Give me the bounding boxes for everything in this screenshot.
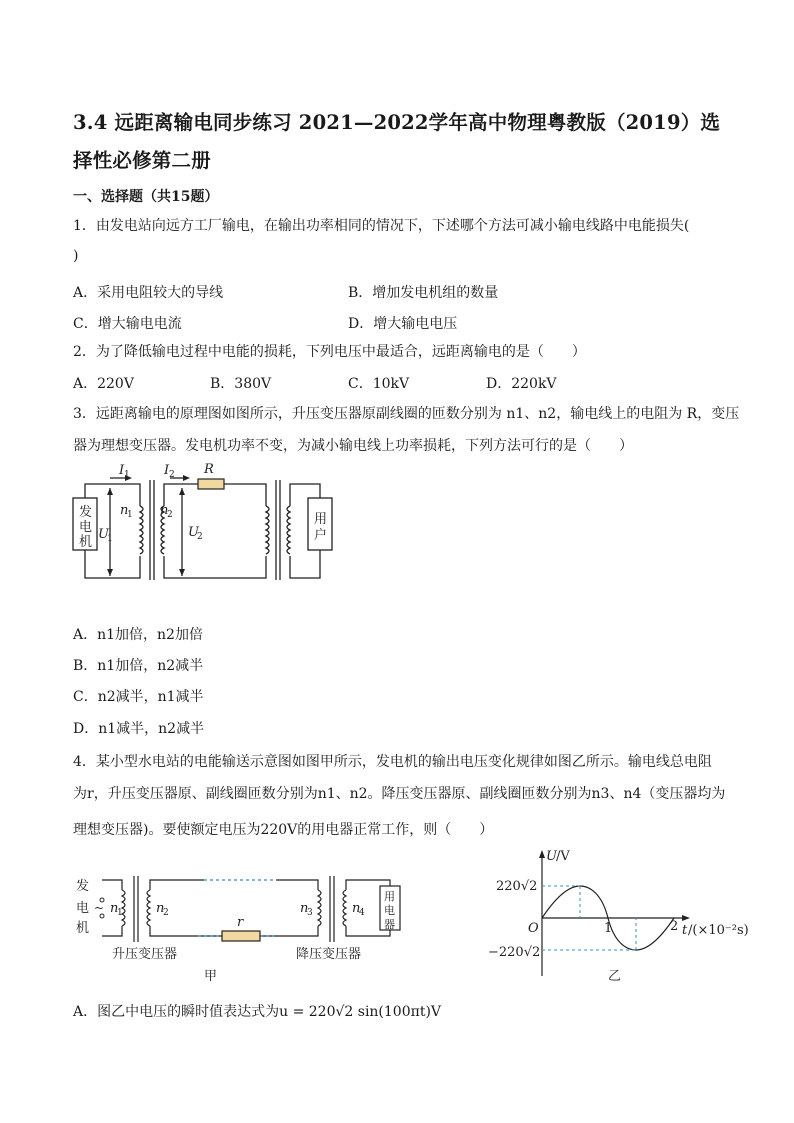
q3-circuit-diagram [70, 458, 340, 588]
svg-text:乙: 乙 [608, 969, 622, 984]
svg-text:机: 机 [79, 535, 93, 550]
svg-text:2: 2 [163, 908, 169, 918]
q3-option-d: D．n1减半，n2减半 [73, 721, 205, 737]
svg-text:220√2: 220√2 [496, 879, 538, 894]
svg-text:降压变压器: 降压变压器 [296, 947, 362, 962]
q4-option-a: A．图乙中电压的瞬时值表达式为u = 220√2 sin(100πt)V [73, 1004, 442, 1020]
svg-text:r: r [237, 915, 244, 930]
svg-text:户: 户 [314, 528, 328, 543]
svg-text:O: O [528, 921, 539, 936]
svg-text:t: t [682, 923, 688, 938]
svg-text:机: 机 [76, 921, 90, 936]
page-title: 3.4 远距离输电同步练习 2021—2022学年高中物理粤教版（2019）选择性必修第二册 [73, 111, 721, 172]
svg-text:电: 电 [76, 901, 90, 916]
svg-text:4: 4 [359, 908, 365, 918]
svg-text:~: ~ [94, 901, 105, 915]
svg-text:甲: 甲 [204, 969, 218, 984]
q3-option-a: A．n1加倍，n2加倍 [73, 627, 203, 643]
svg-text:3: 3 [307, 908, 313, 918]
svg-text:2: 2 [197, 532, 203, 542]
q1-option-b: B．增加发电机组的数量 [348, 285, 499, 301]
section-heading: 一、选择题（共15题） [73, 189, 219, 205]
svg-text:/V: /V [556, 849, 570, 864]
svg-text:1: 1 [117, 908, 123, 918]
svg-text:U: U [546, 849, 557, 864]
q4-figure-yi [486, 846, 756, 986]
svg-text:电: 电 [79, 520, 93, 535]
svg-text:n: n [110, 901, 119, 916]
svg-text:用: 用 [314, 512, 328, 527]
q3-option-c: C．n2减半，n1减半 [73, 689, 204, 705]
svg-text:n: n [300, 901, 309, 916]
q3-stem-line2: 器为理想变压器。发电机功率不变，为减小输电线上功率损耗，下列方法可行的是（ ） [73, 438, 633, 454]
svg-text:发: 发 [76, 879, 90, 894]
svg-text:1: 1 [604, 921, 613, 936]
q2-option-c: C．10kV [348, 376, 410, 392]
q4-figure-jia [74, 864, 414, 984]
svg-text:器: 器 [384, 918, 395, 931]
q4-stem-line3: 理想变压器)。要使额定电压为220V的用电器正常工作，则（ ） [73, 822, 494, 838]
q1-option-c: C．增大输电电流 [73, 316, 182, 332]
svg-text:n: n [120, 503, 129, 518]
q4-stem-line2: 为r，升压变压器原、副线圈匝数分别为n1、n2。降压变压器原、副线圈匝数分别为n3、n4（变压器均为 [73, 786, 726, 802]
svg-text:R: R [204, 462, 214, 477]
svg-text:U: U [188, 525, 199, 540]
q2-option-b: B．380V [210, 376, 272, 392]
q2-stem: 2．为了降低输电过程中电能的损耗，下列电压中最适合，远距离输电的是（ ） [73, 344, 586, 360]
svg-text:2: 2 [670, 919, 679, 934]
svg-text:I: I [164, 463, 170, 478]
q1-option-a: A．采用电阻较大的导线 [73, 285, 224, 301]
q2-option-a: A．220V [73, 376, 134, 392]
q3-stem-line1: 3．远距离输电的原理图如图所示，升压变压器原副线圈的匝数分别为 n1、n2，输电线上的电阻为 R，变压 [73, 406, 740, 422]
svg-text:n: n [156, 901, 165, 916]
svg-text:1: 1 [124, 470, 130, 480]
svg-text:n: n [160, 503, 169, 518]
q1-option-d: D．增大输电电压 [348, 316, 458, 332]
svg-text:升压变压器: 升压变压器 [112, 947, 178, 962]
svg-text:电: 电 [384, 904, 395, 917]
q1-stem-line2: ) [73, 248, 79, 264]
q2-option-d: D．220kV [486, 376, 557, 392]
q1-stem-line1: 1．由发电站向远方工厂输电，在输出功率相同的情况下，下述哪个方法可减小输电线路中电能损失( [73, 218, 690, 234]
svg-text:1: 1 [127, 510, 133, 520]
svg-text:用: 用 [384, 890, 395, 903]
q3-option-b: B．n1加倍，n2减半 [73, 658, 204, 674]
svg-text:2: 2 [167, 510, 173, 520]
svg-text:−220√2: −220√2 [488, 945, 541, 960]
q3-generator-char1: 发 [79, 505, 93, 520]
svg-text:I: I [119, 463, 125, 478]
q4-stem-line1: 4．某小型水电站的电能输送示意图如图甲所示，发电机的输出电压变化规律如图乙所示。输电线总电阻 [73, 754, 712, 770]
svg-text:2: 2 [169, 470, 175, 480]
svg-text:/(×10⁻²s): /(×10⁻²s) [688, 923, 749, 938]
svg-text:n: n [352, 901, 361, 916]
svg-text:U: U [98, 527, 109, 542]
svg-text:1: 1 [107, 534, 113, 544]
